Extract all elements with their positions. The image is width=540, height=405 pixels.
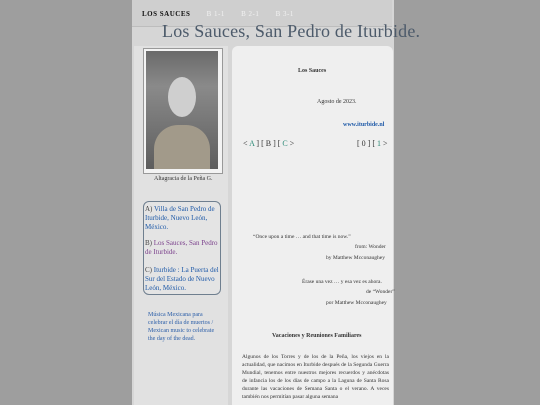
alpha-pagination: < A ] [ B ] [ C >: [243, 139, 295, 148]
menu-link-c[interactable]: Iturbide : La Puerta del Sur del Estado de Nuevo León, México.: [145, 266, 219, 292]
menu-item-a[interactable]: [145, 205, 219, 232]
top-nav: [142, 10, 308, 18]
quote-spanish-author: por Matthew Mcconaughey: [326, 300, 387, 306]
portrait-body: [154, 125, 210, 169]
page-title: Los Sauces, San Pedro de Iturbide.: [162, 21, 421, 41]
main-content: [232, 46, 393, 405]
nav-item-b2[interactable]: B 2-1: [241, 10, 260, 18]
menu-letter-a: A): [145, 205, 153, 213]
music-link[interactable]: Música Mexicana para celebrar el día de muertos / Mexican music to celebrate the day of the dead.: [148, 312, 215, 342]
photo-caption: Altagracia de la Peña G.: [154, 176, 213, 182]
menu-item-c[interactable]: [145, 266, 219, 293]
content-title: Los Sauces: [298, 68, 327, 74]
section-paragraph: Algunos de los Torres y de los de la Peña, los viejos en la actualidad, que nacimos en Iturbide después de la Segunda Guerra Mundial, tenemos entre nuestros mejores recuerdos y anécdotas de infancia los de los días de campo a la Laguna de Santa Rosa durante las vacaciones de Semana Santa o el verano. A veces también nos permitían pasar alguna semana: [242, 354, 389, 400]
quote-spanish: Érase una vez … y esa vez es ahora.: [302, 279, 382, 285]
section-heading: Vacaciones y Reuniones Familiares: [272, 333, 362, 339]
nav-item-los-sauces[interactable]: LOS SAUCES: [142, 10, 191, 18]
page-b-current: B: [265, 139, 272, 148]
site-link[interactable]: www.iturbide.nl: [343, 122, 385, 128]
menu-link-a[interactable]: Villa de San Pedro de Iturbide, Nuevo León, México.: [145, 205, 215, 231]
portrait-photo: [146, 51, 218, 169]
page-c-link[interactable]: C: [282, 139, 288, 148]
menu-link-b[interactable]: Los Sauces, San Pedro de Iturbide.: [145, 239, 218, 256]
quote-english: “Once upon a time … and that time is now.”: [253, 234, 351, 240]
page-1-link[interactable]: 1: [377, 139, 381, 148]
quote-english-source: from: Wonder: [355, 244, 386, 250]
page-0-current: 0: [361, 139, 366, 148]
menu-letter-c: C): [145, 266, 152, 274]
quote-english-author: by Matthew Mcconaughey: [326, 255, 385, 261]
portrait-face: [168, 77, 196, 117]
content-date: Agosto de 2023.: [317, 99, 357, 105]
number-pagination: [ 0 ] [ 1 >: [357, 139, 388, 148]
nav-item-b1[interactable]: B 1-1: [206, 10, 225, 18]
page-a-link[interactable]: A: [249, 139, 255, 148]
quote-spanish-source: de “Wonder”: [366, 289, 395, 295]
menu-item-b[interactable]: [145, 239, 219, 257]
menu-letter-b: B): [145, 239, 152, 247]
nav-item-b3[interactable]: B 3-1: [275, 10, 294, 18]
